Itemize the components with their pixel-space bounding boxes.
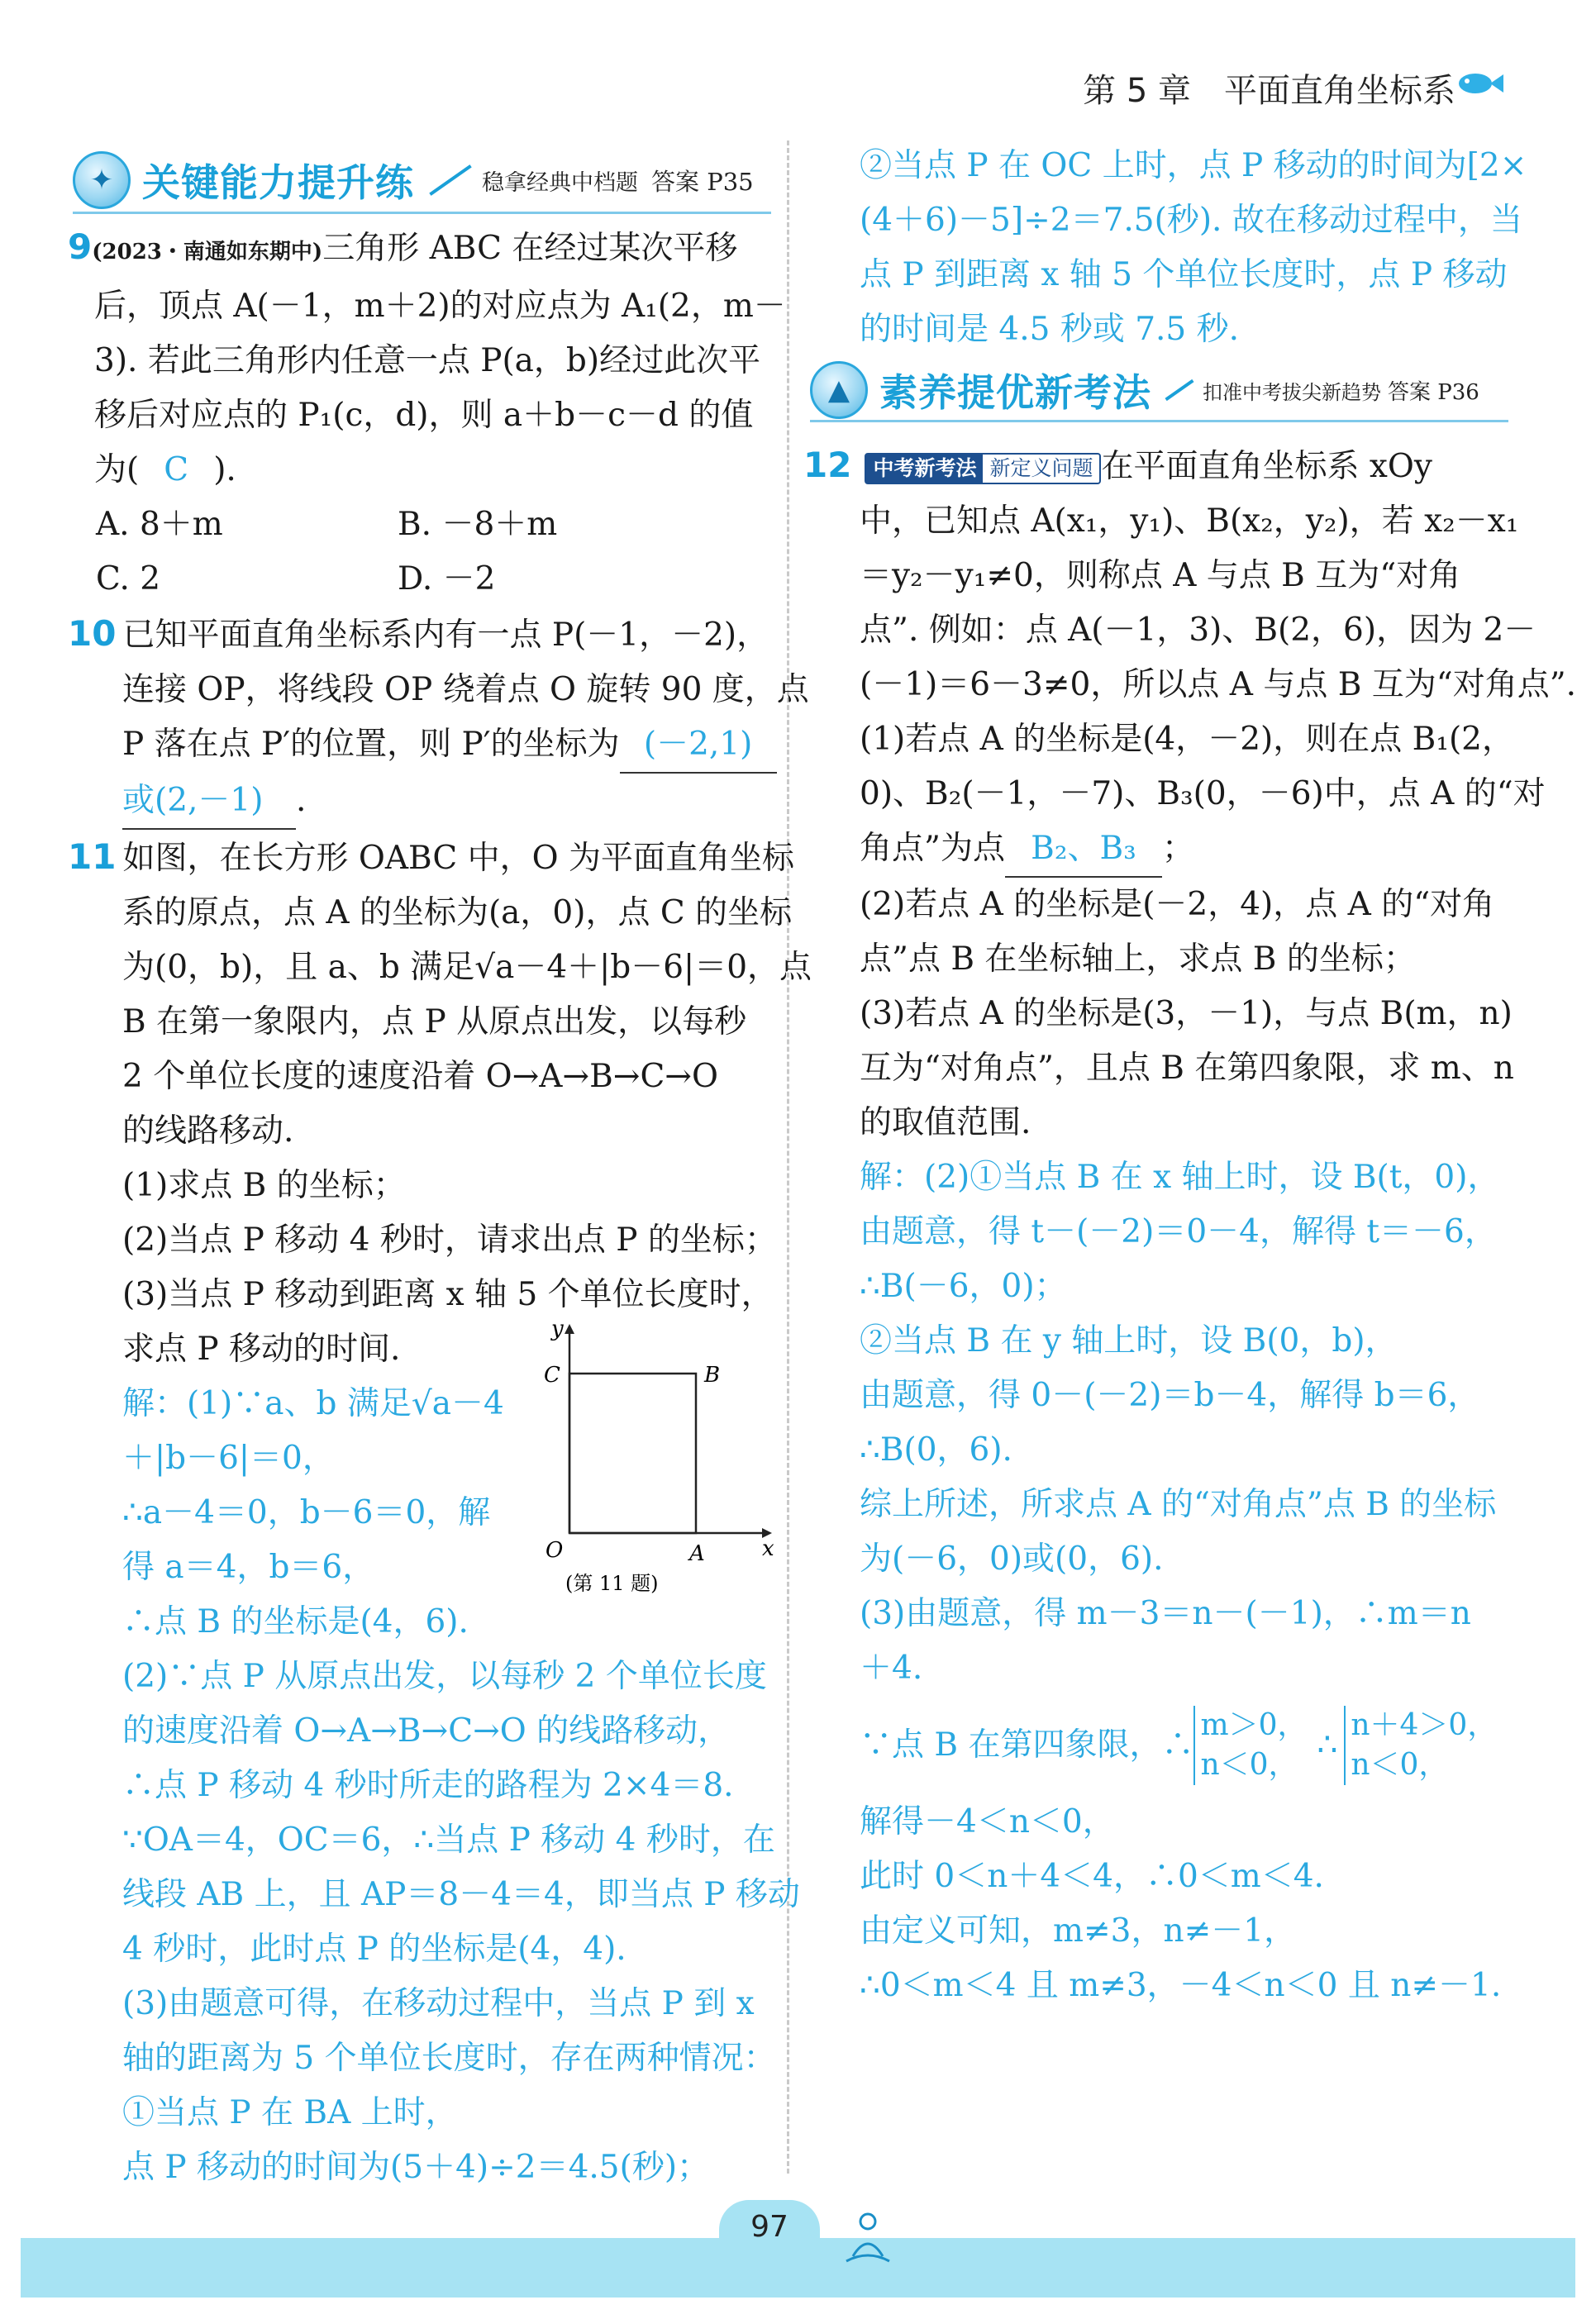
q12-line: 点”点 B 在坐标轴上，求点 B 的坐标； — [860, 940, 1416, 978]
q12-solution-line: 由定义可知，m≠3，n≠－1， — [860, 1912, 1297, 1950]
y-axis-arrow — [565, 1324, 574, 1334]
q10-line: P 落在点 P′的位置，则 P′的坐标为 (－2,1) — [68, 717, 779, 774]
q11-solution-line: ∵OA＝4，OC＝6，∴当点 P 移动 4 秒时，在 — [122, 1821, 775, 1859]
question-source: (2023・南通如东期中) — [92, 240, 323, 264]
banner-underline — [73, 212, 771, 214]
section-subtitle: 稳拿经典中档题 — [482, 169, 638, 196]
page-number: 97 — [719, 2200, 820, 2250]
q11-line: (2)当点 P 移动 4 秒时，请求出点 P 的坐标； — [122, 1221, 777, 1259]
q11-solution-right: 的时间是 4.5 秒或 7.5 秒. — [860, 311, 1240, 348]
reading-figure-icon — [835, 2207, 901, 2273]
left-column — [68, 220, 812, 2195]
q12-solution-line: (3)由题意，得 m－3＝n－(－1)，∴m＝n — [860, 1595, 1471, 1632]
q11-solution-line: 点 P 移动的时间为(5＋4)÷2＝4.5(秒)； — [122, 2149, 710, 2186]
label-o: O — [545, 1538, 564, 1563]
q11-solution-line: 4 秒时，此时点 P 的坐标是(4，4). — [122, 1931, 626, 1968]
q9-answer: C — [164, 451, 189, 488]
q12-line: (1)若点 A 的坐标是(4，－2)，则在点 B₁(2， — [860, 721, 1514, 758]
q9-line-1: 9(2023・南通如东期中)三角形 ABC 在经过某次平移 — [68, 220, 779, 279]
q11-line: 2 个单位长度的速度沿着 O→A→B→C→O — [122, 1058, 718, 1095]
q11-solution-line: 的速度沿着 O→A→B→C→O 的线路移动， — [122, 1712, 731, 1750]
label-a: A — [689, 1541, 705, 1566]
label-y: y — [551, 1317, 564, 1341]
option-a: A. 8＋m — [96, 506, 223, 543]
q9-line: 后，顶点 A(－1，m＋2)的对应点为 A₁(2，m－ — [94, 288, 786, 325]
q11-solution-line: ∴点 B 的坐标是(4，6). — [122, 1603, 469, 1640]
q12-solution-line: 综上所述，所求点 A 的“对角点”点 B 的坐标 — [860, 1486, 1497, 1523]
q12-solution-line: 为(－6，0)或(0，6). — [860, 1540, 1164, 1578]
q12-line: 的取值范围. — [860, 1104, 1031, 1141]
q11-line-1: 11 如图，在长方形 OABC 中，O 为平面直角坐标 — [68, 830, 779, 886]
q11-solution-line: 得 a＝4，b＝6， — [122, 1549, 375, 1586]
q9-options-row-1 — [68, 498, 779, 552]
answer-ref: 答案 P35 — [651, 167, 754, 196]
q12-line: ＝y₂－y₁≠0，则称点 A 与点 B 互为“对角 — [860, 557, 1461, 594]
section-banner-literacy — [810, 357, 1479, 423]
q11-solution-line: 解：(1)∵a、b 满足√a－4 — [122, 1385, 504, 1422]
banner-underline — [810, 420, 1508, 422]
section-title: 素养提优新考法 — [879, 370, 1151, 415]
q12-solution-line: ∴B(0，6). — [860, 1431, 1012, 1469]
q9-stem-end: 为( C ). — [68, 443, 779, 498]
q12-system-line: ∵点 B 在第四象限，∴ m＞0， n＜0， ∴ n＋4＞0， n＜0， — [803, 1696, 1589, 1795]
q9-line: 移后对应点的 P₁(c，d)，则 a＋b－c－d 的值 — [94, 397, 754, 434]
option-b: B. －8＋m — [398, 506, 558, 543]
q11-figure — [506, 1314, 779, 1595]
section-subtitle: 扣准中考拔尖新趋势 — [1203, 380, 1381, 404]
q12-solution-line: 由题意，得 0－(－2)＝b－4，解得 b＝6， — [860, 1377, 1480, 1414]
inequality-system-1: m＞0， n＜0， — [1193, 1706, 1307, 1785]
q12-line-1: 12 中考新考法 新定义问题 在平面直角坐标系 xOy — [803, 438, 1589, 494]
question-number: 12 — [803, 445, 852, 485]
q12-line: (2)若点 A 的坐标是(－2，4)，点 A 的“对角 — [860, 886, 1495, 923]
label-b: B — [704, 1363, 721, 1388]
q11-line: (1)求点 B 的坐标； — [122, 1167, 406, 1204]
q12-solution-line: 此时 0＜n＋4＜4，∴0＜m＜4. — [860, 1858, 1324, 1895]
q12-line: 点”. 例如：点 A(－1，3)、B(2，6)，因为 2－ — [860, 612, 1536, 649]
question-number: 10 — [68, 613, 117, 654]
section-banner-ability — [73, 147, 754, 213]
q9-options-row-2 — [68, 552, 779, 607]
q12-line: 互为“对角点”，且点 B 在第四象限，求 m、n — [860, 1050, 1514, 1087]
q11-line: 为(0，b)，且 a、b 满足√a－4＋|b－6|＝0，点 — [122, 949, 812, 986]
q9-line: 3). 若此三角形内任意一点 P(a，b)经过此次平 — [94, 342, 761, 379]
q12-solution-line: 解得－4＜n＜0， — [860, 1803, 1115, 1840]
q11-solution-right: 点 P 到距离 x 轴 5 个单位长度时，点 P 移动 — [860, 256, 1508, 293]
q12-line: 0)、B₂(－1，－7)、B₃(0，－6)中，点 A 的“对 — [860, 775, 1546, 812]
q12-answer-blank: B₂、B₃ — [1005, 821, 1162, 878]
question-number: 9 — [68, 226, 93, 267]
q12-tag: 中考新考法 新定义问题 — [865, 453, 1101, 484]
q12-blank-line: 角点”为点 B₂、B₃ ； — [803, 821, 1589, 878]
question-number: 11 — [68, 836, 117, 877]
q11-solution-right: ②当点 P 在 OC 上时，点 P 移动的时间为[2× — [860, 147, 1527, 184]
q11-solution-line: 线段 AB 上，且 AP＝8－4＝4，即当点 P 移动 — [122, 1876, 800, 1913]
q12-line: (－1)＝6－3≠0，所以点 A 与点 B 互为“对角点”. — [860, 666, 1577, 703]
q10-line: 连接 OP，将线段 OP 绕着点 O 旋转 90 度，点 — [122, 671, 809, 708]
q12-solution-line: 由题意，得 t－(－2)＝0－4，解得 t＝－6， — [860, 1213, 1497, 1250]
q12-line: 中，已知点 A(x₁，y₁)、B(x₂，y₂)，若 x₂－x₁ — [860, 502, 1519, 540]
q11-line: B 在第一象限内，点 P 从原点出发，以每秒 — [122, 1003, 747, 1040]
q12-solution-line: 解：(2)①当点 B 在 x 轴上时，设 B(t，0)， — [860, 1159, 1500, 1196]
q11-line: 系的原点，点 A 的坐标为(a，0)，点 C 的坐标 — [122, 894, 793, 931]
q11-solution-line: ①当点 P 在 BA 上时， — [122, 2094, 458, 2131]
figure-caption: (第 11 题) — [565, 1572, 659, 1595]
q11-solution-line: 轴的距离为 5 个单位长度时，存在两种情况： — [122, 2040, 776, 2077]
q12-solution-line: ∴0＜m＜4 且 m≠3，－4＜n＜0 且 n≠－1. — [860, 1967, 1502, 2004]
chapter-header: 第 5 章 平面直角坐标系 — [1083, 72, 1455, 110]
q11-line: (3)当点 P 移动到距离 x 轴 5 个单位长度时， — [122, 1276, 774, 1313]
right-column-q12 — [803, 438, 1589, 2013]
section-title: 关键能力提升练 — [142, 160, 414, 205]
answer-ref: 答案 P36 — [1388, 379, 1479, 405]
rectangle-oabc — [569, 1374, 696, 1533]
option-c: C. 2 — [96, 560, 161, 598]
q11-solution-line: (2)∵点 P 从原点出发，以每秒 2 个单位长度 — [122, 1658, 767, 1695]
graduation-cap-icon: ▲ — [810, 361, 868, 419]
q11-solution-line: ＋|b－6|＝0， — [122, 1440, 335, 1477]
q11-solution-right: (4＋6)－5]÷2＝7.5(秒). 故在移动过程中，当 — [860, 202, 1522, 239]
q11-line: 求点 P 移动的时间. — [122, 1331, 401, 1368]
q12-line: (3)若点 A 的坐标是(3，－1)，与点 B(m，n) — [860, 995, 1513, 1032]
q11-solution-line: ∴a－4＝0，b－6＝0，解 — [122, 1494, 491, 1531]
q11-line: 的线路移动. — [122, 1112, 294, 1150]
q10-answer-2: 或(2,－1) — [122, 774, 296, 830]
label-c: C — [544, 1363, 560, 1388]
q10-line: 或(2,－1) . — [68, 774, 779, 830]
banner-slash — [1165, 379, 1193, 401]
q10-answer-1: (－2,1) — [620, 717, 777, 774]
lightbulb-icon: ✦ — [73, 151, 131, 209]
q11-solution-line: (3)由题意可得，在移动过程中，当点 P 到 x — [122, 1985, 755, 2022]
banner-slash — [429, 164, 471, 196]
option-d: D. －2 — [398, 560, 496, 598]
fish-icon — [1455, 63, 1505, 104]
right-column-top — [860, 139, 1587, 357]
q12-solution-line: ②当点 B 在 y 轴上时，设 B(0，b)， — [860, 1322, 1398, 1359]
q12-solution-line: ＋4. — [860, 1650, 923, 1687]
q11-solution-line: ∴点 P 移动 4 秒时所走的路程为 2×4＝8. — [122, 1767, 734, 1804]
q12-solution-line: ∴B(－6，0)； — [860, 1268, 1067, 1305]
inequality-system-2: n＋4＞0， n＜0， — [1344, 1706, 1497, 1785]
q10-line-1: 10 已知平面直角坐标系内有一点 P(－1，－2)， — [68, 607, 779, 663]
label-x: x — [762, 1536, 774, 1561]
